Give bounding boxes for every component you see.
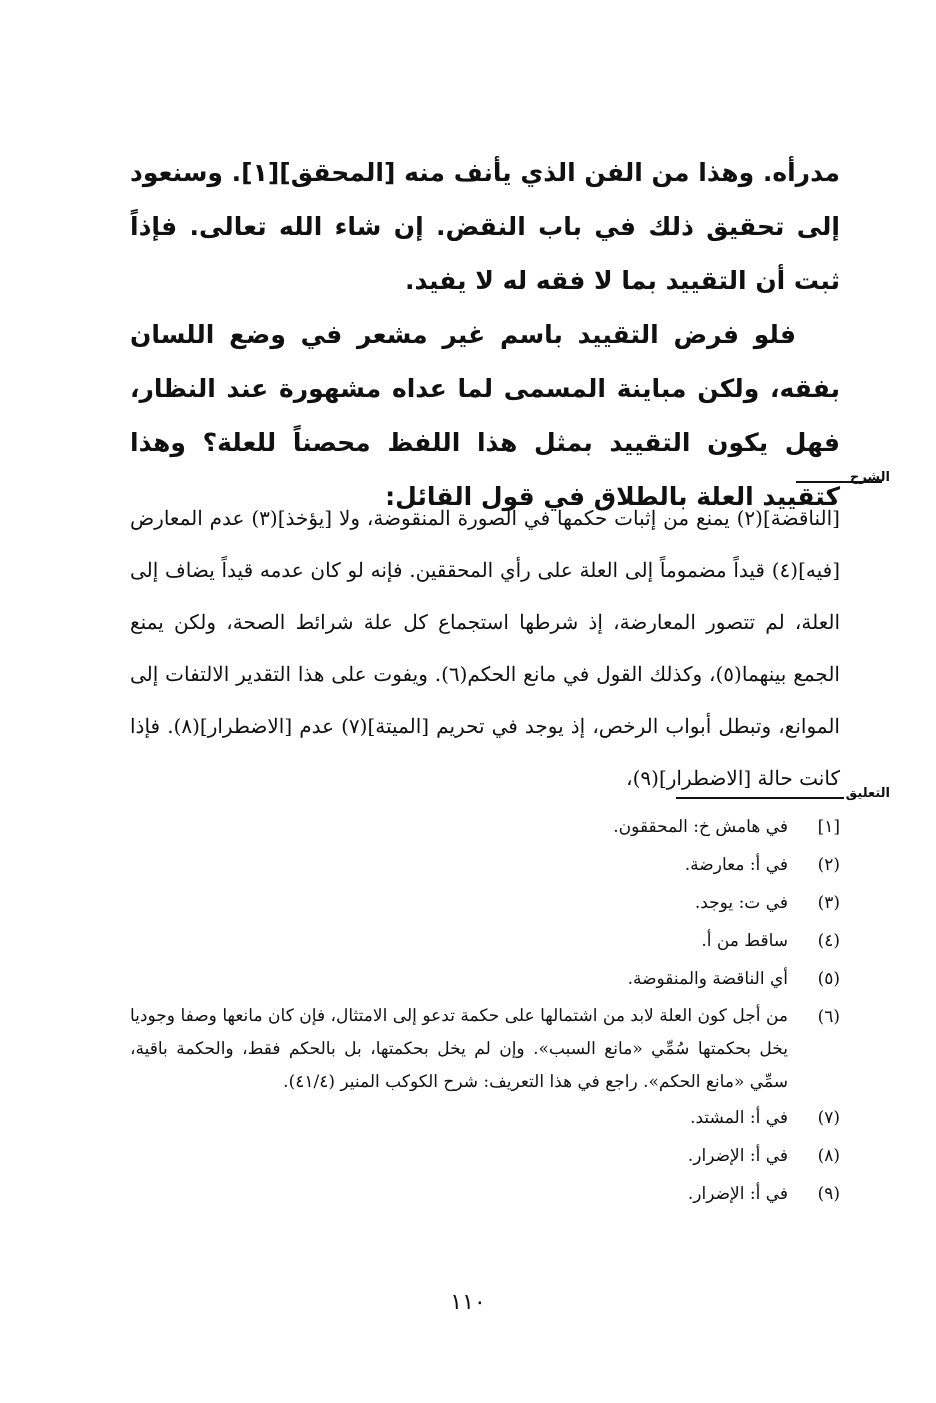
main-paragraph: فلو فرض التقييد باسم غير مشعر في وضع اللسان بفقه، ولكن مباينة المسمى لما عداه مشهورة عند النظار، فهل يكون التقييد بمثل هذا اللفظ محصناً للعلة؟ وهذا كتقييد العلة بالطلاق في قول القائل: xyxy=(130,320,840,511)
sharh-divider xyxy=(796,481,882,483)
footnote-text: أي الناقضة والمنقوضة. xyxy=(627,969,788,989)
main-paragraph: مدرأه. وهذا من الفن الذي يأنف منه [المحقق][١]. وسنعود إلى تحقيق ذلك في باب النقض. إن شاء الله تعالى. فإذاً ثبت أن التقييد بما لا فقه له لا يفيد. xyxy=(130,158,840,295)
footnote-item xyxy=(130,922,840,960)
commentary-text xyxy=(130,492,840,804)
main-text xyxy=(130,146,840,524)
footnote-item xyxy=(130,1099,840,1137)
page-number: ١١٠ xyxy=(450,1290,486,1315)
footnote-text: في أ: الإضرار. xyxy=(687,1146,788,1166)
footnote-number: (٩) xyxy=(817,1184,840,1204)
footnote-number: (٧) xyxy=(817,1108,840,1128)
footnote-text: في أ: الإضرار. xyxy=(687,1184,788,1204)
taliq-label: التعليق xyxy=(845,786,890,801)
footnote-number: (٢) xyxy=(817,855,840,875)
footnote-item xyxy=(130,998,840,1099)
footnote-number: (٣) xyxy=(817,893,840,913)
footnote-text: في هامش خ: المحققون. xyxy=(613,817,788,837)
footnote-item xyxy=(130,846,840,884)
footnote-number: [١] xyxy=(817,817,840,837)
footnote-text: في أ: المشتد. xyxy=(690,1108,788,1128)
footnote-text: في أ: معارضة. xyxy=(684,855,788,875)
sharh-label: الشرح xyxy=(849,470,890,485)
footnote-item xyxy=(130,960,840,998)
footnote-number: (٥) xyxy=(817,969,840,989)
footnote-number: (٦) xyxy=(817,1007,840,1027)
footnote-item xyxy=(130,1175,840,1213)
footnote-item xyxy=(130,1137,840,1175)
footnote-number: (٨) xyxy=(817,1146,840,1166)
commentary-paragraph: [الناقضة](٢) يمنع من إثبات حكمها في الصورة المنقوضة، ولا [يؤخذ](٣) عدم المعارض [فيه](٤) قيداً مضموماً إلى العلة على رأي المحققين. فإنه لو كان عدمه قيداً يضاف إلى العلة، لم تتصور المعارضة، إذ شرطها استجماع كل علة شرائط الصحة، ولكن يمنع الجمع بينهما(٥)، وكذلك القول في مانع الحكم(٦). ويفوت على هذا التقدير الالتفات إلى الموانع، وتبطل أبواب الرخص، إذ يوجد في تحريم [الميتة](٧) عدم [الاضطرار](٨). فإذا كانت حالة [الاضطرار](٩)، xyxy=(130,506,840,790)
footnotes xyxy=(130,808,840,1213)
footnote-text: من أجل كون العلة لابد من اشتمالها على حكمة تدعو إلى الامتثال، فإن كان مانعها وصفا وجوديا يخل بحكمتها سُمِّي «مانع السبب». وإن لم يخل بحكمتها، بل بالحكم فقط، والحكمة باقية، سمِّي «مانع الحكم». راجع في هذا التعريف: شرح الكوكب المنير (٤١/٤). xyxy=(130,1006,788,1092)
footnote-item xyxy=(130,884,840,922)
footnote-number: (٤) xyxy=(817,931,840,951)
footnotes-divider xyxy=(676,797,844,799)
footnote-item xyxy=(130,808,840,846)
footnote-text: ساقط من أ. xyxy=(701,931,788,951)
footnote-text: في ت: يوجد. xyxy=(694,893,788,913)
